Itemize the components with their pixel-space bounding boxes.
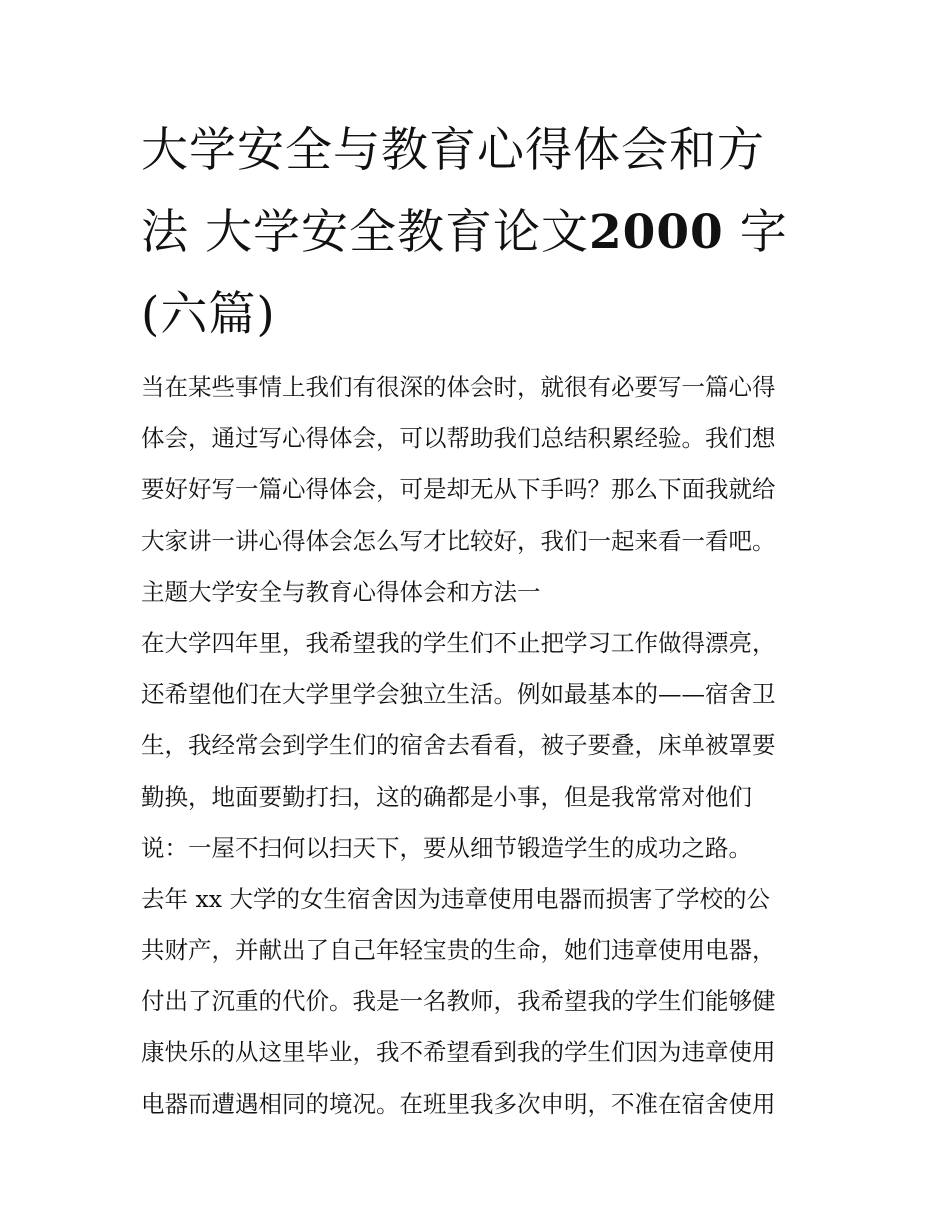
body-line: 生，我经常会到学生们的宿舍去看看，被子要叠，床单被罩要	[141, 731, 776, 760]
section-heading: 主题大学安全与教育心得体会和方法一	[141, 577, 541, 606]
body-line: 电器而遭遇相同的境况。在班里我多次申明，不准在宿舍使用	[141, 1089, 776, 1118]
body-line: 共财产，并献出了自己年轻宝贵的生命，她们违章使用电器，	[141, 936, 776, 965]
body-line: 大家讲一讲心得体会怎么写才比较好，我们一起来看一看吧。	[141, 526, 776, 555]
body-line: 还希望他们在大学里学会独立生活。例如最基本的——宿舍卫	[141, 680, 776, 709]
body-line: 要好好写一篇心得体会，可是却无从下手吗？那么下面我就给	[141, 475, 776, 504]
body-line: 康快乐的从这里毕业，我不希望看到我的学生们因为违章使用	[141, 1038, 776, 1067]
title-line-2	[141, 192, 813, 274]
document-content	[141, 110, 813, 1130]
body-line: 当在某些事情上我们有很深的体会时，就很有必要写一篇心得	[141, 373, 776, 401]
title-line-3: (六篇)	[141, 287, 276, 342]
title-line-2-text: 法 大学安全教育论文	[141, 205, 589, 260]
body-line: 在大学四年里，我希望我的学生们不止把学习工作做得漂亮，	[141, 628, 776, 657]
title-number: 2000	[588, 205, 724, 260]
title-line-1: 大学安全与教育心得体会和方	[141, 123, 765, 178]
document-body	[141, 362, 813, 1130]
body-line: 付出了沉重的代价。我是一名教师，我希望我的学生们能够健	[141, 987, 776, 1016]
title-line-2-suffix: 字	[723, 205, 788, 260]
document-title	[141, 110, 813, 356]
body-line: 勤换，地面要勤打扫，这的确都是小事，但是我常常对他们	[141, 782, 752, 811]
body-line: 说：一屋不扫何以扫天下，要从细节锻造学生的成功之路。	[141, 833, 752, 862]
body-line: 体会，通过写心得体会，可以帮助我们总结积累经验。我们想	[141, 424, 776, 453]
body-line: 去年 xx 大学的女生宿舍因为违章使用电器而损害了学校的公	[141, 884, 770, 913]
